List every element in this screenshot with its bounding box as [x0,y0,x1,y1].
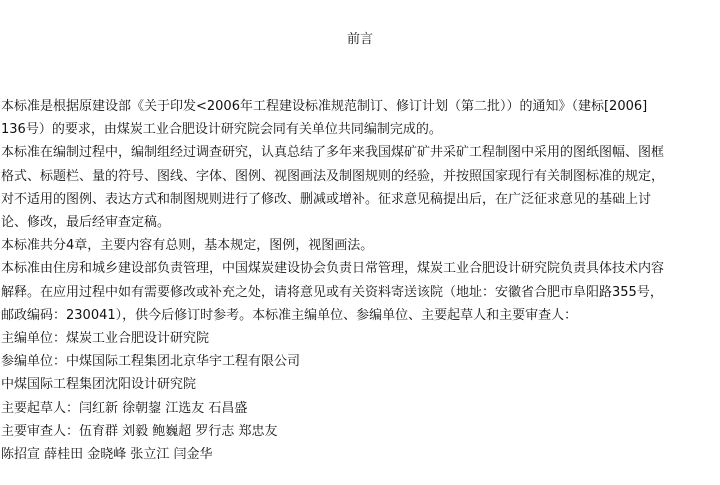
text-line: 本标准是根据原建设部《关于印发<2006年工程建设标准规范制订、修订计划（第二批））的通知》（建标[2006] [1,99,648,114]
text-line: 本标准由住房和城乡建设部负责管理，中国煤炭建设协会负责日常管理，煤炭工业合肥设计研究院负责具体技术内容 [1,261,665,277]
page-title: 前言 [346,32,373,47]
text-line: 主编单位：煤炭工业合肥设计研究院 [1,331,210,347]
text-line: 对不适用的图例、表达方式和制图规则进行了修改、删减或增补。征求意见稿提出后，在广泛征求意见的基础上讨 [1,191,652,207]
text-line: 陈招宣 薛桂田 金晓峰 张立江 闫金华 [1,447,213,463]
body-text [1,95,717,466]
text-line: 本标准共分4章，主要内容有总则，基本规定，图例，视图画法。 [1,238,374,254]
text-line: 格式、标题栏、量的符号、图线、字体、图例、视图画法及制图规则的经验，并按照国家现行有关制图标准的规定， [1,168,665,184]
text-line: 本标准在编制过程中，编制组经过调查研究，认真总结了多年来我国煤矿矿井采矿工程制图中采用的图纸图幅、图框 [1,145,665,161]
text-line: 参编单位：中煤国际工程集团北京华宇工程有限公司 [1,354,301,370]
text-line: 解释。在应用过程中如有需要修改或补充之处，请将意见或有关资料寄送该院（地址：安徽省合肥市阜阳路355号， [1,284,663,300]
text-line: 论、修改，最后经审查定稿。 [1,215,171,231]
text-line: 中煤国际工程集团沈阳设计研究院 [1,377,197,393]
text-line: 邮政编码：230041），供今后修订时参考。本标准主编单位、参编单位、主要起草人和主要审查人： [1,307,578,323]
text-line: 136号）的要求，由煤炭工业合肥设计研究院会同有关单位共同编制完成的。 [1,122,442,138]
text-line: 主要起草人：闫红新 徐朝鋆 江选友 石昌盛 [1,400,248,416]
text-line: 主要审查人：伍育群 刘毅 鲍巍超 罗行志 郑忠友 [1,423,278,439]
